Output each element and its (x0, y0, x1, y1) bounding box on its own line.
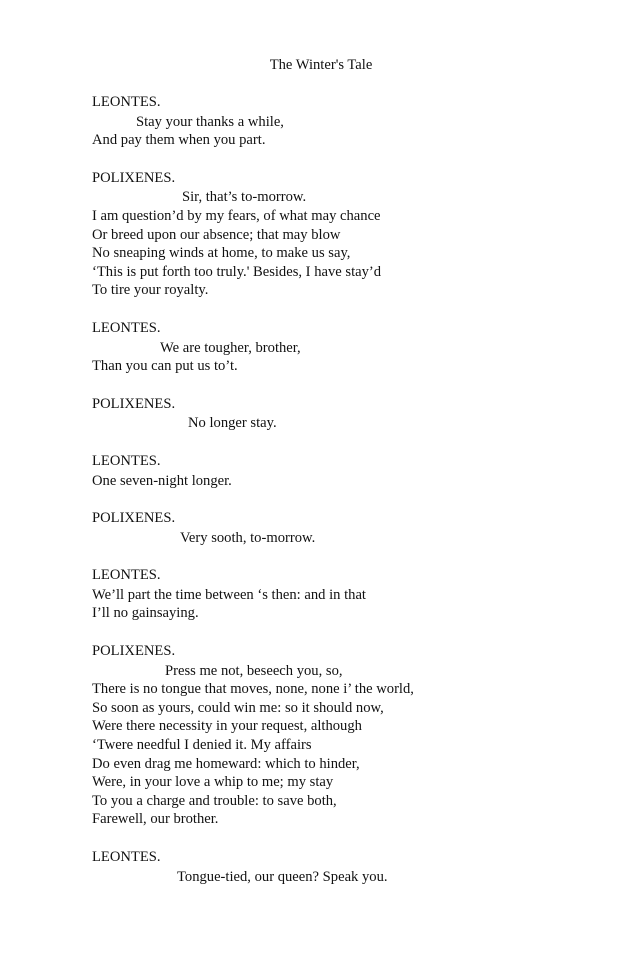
verse-line: Tongue-tied, our queen? Speak you. (177, 868, 388, 885)
speech-block (92, 566, 612, 623)
speech-block (92, 848, 612, 886)
verse-line: No longer stay. (188, 415, 277, 432)
document-title: The Winter's Tale (269, 57, 373, 73)
verse-line: ‘This is put forth too truly.' Besides, I have stay’d (92, 263, 382, 280)
speech-block (92, 642, 612, 829)
speaker-name: LEONTES. (92, 452, 161, 469)
verse-line: We’ll part the time between ‘s then: and in that (92, 586, 366, 603)
speech-block (92, 509, 612, 547)
speech-block (92, 319, 612, 376)
verse-line: ‘Twere needful I denied it. My affairs (92, 737, 312, 754)
verse-line: I’ll no gainsaying. (92, 605, 199, 622)
verse-line: Do even drag me homeward: which to hinder, (92, 755, 360, 772)
verse-line: Farewell, our brother. (92, 811, 219, 828)
verse-line: Stay your thanks a while, (136, 113, 284, 130)
speaker-name: POLIXENES. (92, 169, 176, 186)
speaker-name: LEONTES. (92, 849, 161, 865)
verse-line: We are tougher, brother, (160, 339, 301, 356)
verse-line: To tire your royalty. (92, 282, 209, 299)
speaker-name: POLIXENES. (92, 643, 176, 660)
verse-line: There is no tongue that moves, none, none i’ the world, (92, 681, 414, 698)
verse-line: Very sooth, to-morrow. (180, 529, 316, 546)
speaker-name: POLIXENES. (92, 395, 176, 412)
verse-line: So soon as yours, could win me: so it should now, (92, 699, 384, 716)
speaker-name: LEONTES. (92, 94, 161, 110)
speaker-name: POLIXENES. (92, 510, 176, 527)
speaker-name: LEONTES. (92, 567, 161, 584)
speech-block (92, 169, 612, 300)
verse-line: To you a charge and trouble: to save both, (92, 792, 337, 809)
verse-line: Than you can put us to’t. (92, 358, 238, 375)
speech-block (92, 452, 612, 490)
verse-line: Sir, that’s to-morrow. (182, 189, 307, 206)
speech-block (92, 93, 612, 150)
verse-line: Press me not, beseech you, so, (165, 662, 343, 679)
verse-line: Were there necessity in your request, although (92, 718, 362, 735)
verse-line: No sneaping winds at home, to make us say, (92, 245, 351, 262)
verse-line: One seven-night longer. (92, 472, 232, 489)
verse-line: Or breed upon our absence; that may blow (92, 226, 341, 243)
verse-line: I am question’d by my fears, of what may chance (92, 207, 381, 224)
verse-line: Were, in your love a whip to me; my stay (92, 774, 334, 791)
verse-line: And pay them when you part. (92, 132, 266, 149)
speaker-name: LEONTES. (92, 319, 161, 336)
speech-block (92, 395, 612, 433)
play-text (92, 93, 612, 905)
